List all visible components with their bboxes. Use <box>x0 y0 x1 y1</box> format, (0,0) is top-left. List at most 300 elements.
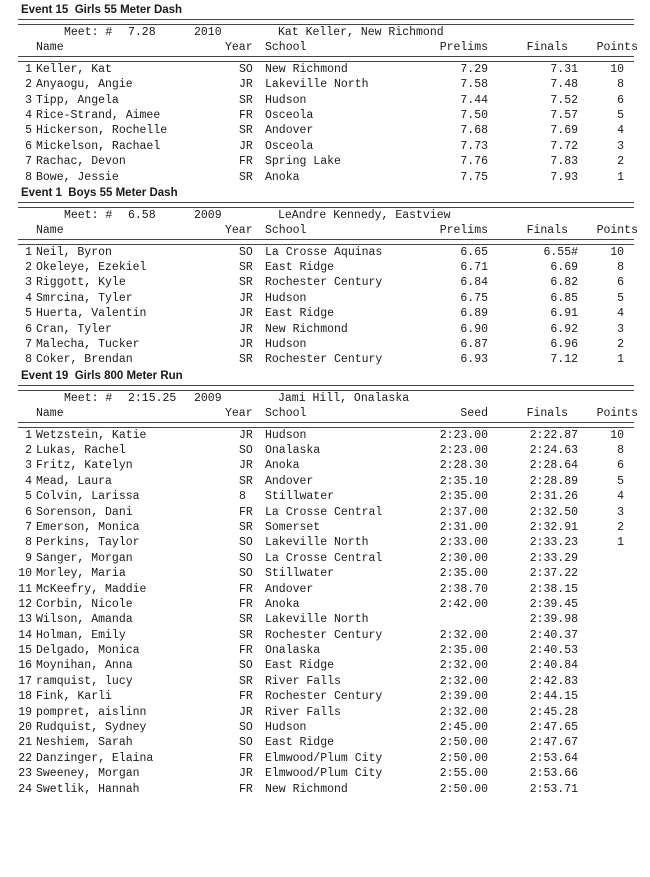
final-time: 2:32.50 <box>529 505 578 519</box>
athlete-name: Emerson, Monica <box>36 520 140 534</box>
points: 2 <box>617 155 624 169</box>
prelim-time: 6.65 <box>460 245 488 259</box>
prelim-time: 2:32.00 <box>439 705 488 719</box>
athlete-year: JR <box>239 767 253 781</box>
header-year: Year <box>225 407 253 421</box>
meet-record-line <box>18 25 638 40</box>
place: 7 <box>25 155 32 169</box>
final-time: 6.69 <box>550 261 578 275</box>
result-row <box>18 245 638 260</box>
final-time: 6.55# <box>543 245 578 259</box>
school-name: Andover <box>265 582 314 596</box>
final-time: 2:28.89 <box>529 474 578 488</box>
place: 4 <box>25 474 32 488</box>
school-name: Elmwood/Plum City <box>265 767 383 781</box>
school-name: Anoka <box>265 170 300 184</box>
school-name: Onalaska <box>265 644 321 658</box>
result-row <box>18 260 638 275</box>
school-name: Osceola <box>265 108 314 122</box>
athlete-name: Rudquist, Sydney <box>36 721 147 735</box>
prelim-time: 2:32.00 <box>439 674 488 688</box>
prelim-time: 2:42.00 <box>439 597 488 611</box>
athlete-year: JR <box>239 338 253 352</box>
points: 10 <box>610 245 624 259</box>
school-name: Andover <box>265 124 314 138</box>
result-row <box>18 337 638 352</box>
place: 8 <box>25 170 32 184</box>
athlete-year: SR <box>239 276 253 290</box>
prelim-time: 6.87 <box>460 338 488 352</box>
points: 3 <box>617 139 624 153</box>
athlete-year: FR <box>239 108 253 122</box>
result-row <box>18 705 638 720</box>
place: 5 <box>25 490 32 504</box>
prelim-time: 2:35.00 <box>439 490 488 504</box>
points: 1 <box>617 353 624 367</box>
result-row <box>18 735 638 750</box>
place: 23 <box>18 767 32 781</box>
result-row <box>18 474 638 489</box>
final-time: 2:47.65 <box>529 721 578 735</box>
result-row <box>18 628 638 643</box>
final-time: 2:53.71 <box>529 782 578 796</box>
prelim-time: 6.75 <box>460 291 488 305</box>
result-row <box>18 766 638 781</box>
prelim-time: 2:32.00 <box>439 659 488 673</box>
athlete-name: Perkins, Taylor <box>36 536 140 550</box>
athlete-year: JR <box>239 291 253 305</box>
meet-record-holder: Jami Hill, Onalaska <box>278 391 410 405</box>
place: 21 <box>18 736 32 750</box>
result-row <box>18 77 638 92</box>
header-prelims: Prelims <box>439 41 488 55</box>
prelim-time: 2:23.00 <box>439 443 488 457</box>
place: 8 <box>25 353 32 367</box>
place: 2 <box>25 443 32 457</box>
points: 4 <box>617 307 624 321</box>
result-row <box>18 751 638 766</box>
meet-record-mark: 7.28 <box>128 26 156 39</box>
school-name: East Ridge <box>265 659 335 673</box>
final-time: 6.92 <box>550 322 578 336</box>
final-time: 7.83 <box>550 155 578 169</box>
athlete-name: Fritz, Katelyn <box>36 459 133 473</box>
prelim-time: 6.90 <box>460 322 488 336</box>
athlete-year: SR <box>239 613 253 627</box>
prelim-time: 2:38.70 <box>439 582 488 596</box>
athlete-year: JR <box>239 705 253 719</box>
final-time: 2:39.98 <box>529 613 578 627</box>
athlete-name: Huerta, Valentin <box>36 307 147 321</box>
athlete-year: JR <box>239 78 253 92</box>
final-time: 7.31 <box>550 62 578 76</box>
school-name: New Richmond <box>265 322 348 336</box>
points: 5 <box>617 474 624 488</box>
school-name: River Falls <box>265 705 341 719</box>
meet-record-year: 2010 <box>194 26 222 39</box>
points: 10 <box>610 62 624 76</box>
event-section <box>18 368 650 797</box>
prelim-time: 2:28.30 <box>439 459 488 473</box>
prelim-time: 7.75 <box>460 170 488 184</box>
final-time: 2:39.45 <box>529 597 578 611</box>
place: 1 <box>25 428 32 442</box>
place: 2 <box>25 78 32 92</box>
athlete-name: Smrcina, Tyler <box>36 291 133 305</box>
place: 17 <box>18 674 32 688</box>
place: 3 <box>25 276 32 290</box>
prelim-time: 6.71 <box>460 261 488 275</box>
meet-record-line <box>18 391 638 406</box>
athlete-year: FR <box>239 505 253 519</box>
points: 8 <box>617 443 624 457</box>
athlete-year: SR <box>239 628 253 642</box>
meet-record-holder: LeAndre Kennedy, Eastview <box>278 208 451 222</box>
result-row <box>18 170 638 185</box>
result-row <box>18 139 638 154</box>
prelim-time: 7.58 <box>460 78 488 92</box>
place: 24 <box>18 782 32 796</box>
final-time: 2:53.66 <box>529 767 578 781</box>
athlete-name: Riggott, Kyle <box>36 276 126 290</box>
athlete-name: Okeleye, Ezekiel <box>36 261 147 275</box>
result-row <box>18 782 638 797</box>
athlete-name: Rice-Strand, Aimee <box>36 108 161 122</box>
result-row <box>18 489 638 504</box>
prelim-time: 2:39.00 <box>439 690 488 704</box>
place: 6 <box>25 505 32 519</box>
meet-record-line <box>18 208 638 223</box>
athlete-year: SO <box>239 551 253 565</box>
place: 19 <box>18 705 32 719</box>
athlete-name: Rachac, Devon <box>36 155 126 169</box>
athlete-year: SO <box>239 443 253 457</box>
athlete-year: SO <box>239 659 253 673</box>
result-row <box>18 306 638 321</box>
athlete-year: SR <box>239 261 253 275</box>
header-school: School <box>265 224 307 238</box>
final-time: 2:45.28 <box>529 705 578 719</box>
prelim-time: 2:55.00 <box>439 767 488 781</box>
athlete-year: FR <box>239 751 253 765</box>
meet-record-mark: 2:15.25 <box>128 391 177 405</box>
final-time: 6.82 <box>550 276 578 290</box>
prelim-time: 2:30.00 <box>439 551 488 565</box>
result-row <box>18 428 638 443</box>
header-school: School <box>265 407 307 421</box>
school-name: Osceola <box>265 139 314 153</box>
final-time: 7.12 <box>550 353 578 367</box>
athlete-year: SR <box>239 353 253 367</box>
place: 5 <box>25 124 32 138</box>
meet-record-label: Meet: # <box>64 26 113 39</box>
athlete-name: ramquist, lucy <box>36 674 133 688</box>
place: 5 <box>25 307 32 321</box>
athlete-year: SR <box>239 170 253 184</box>
header-prelims: Prelims <box>439 224 488 238</box>
result-row <box>18 458 638 473</box>
final-time: 2:33.23 <box>529 536 578 550</box>
athlete-name: Wetzstein, Katie <box>36 428 147 442</box>
place: 14 <box>18 628 32 642</box>
school-name: River Falls <box>265 674 341 688</box>
athlete-year: SR <box>239 520 253 534</box>
result-row <box>18 505 638 520</box>
points: 8 <box>617 78 624 92</box>
final-time: 2:53.64 <box>529 751 578 765</box>
points: 6 <box>617 93 624 107</box>
athlete-name: Corbin, Nicole <box>36 597 133 611</box>
place: 1 <box>25 62 32 76</box>
school-name: Rochester Century <box>265 628 383 642</box>
athlete-name: Moynihan, Anna <box>36 659 133 673</box>
athlete-year: SR <box>239 674 253 688</box>
athlete-year: SO <box>239 567 253 581</box>
prelim-time: 6.84 <box>460 276 488 290</box>
school-name: Spring Lake <box>265 155 341 169</box>
result-row <box>18 658 638 673</box>
points: 2 <box>617 338 624 352</box>
final-time: 2:40.53 <box>529 644 578 658</box>
header-finals: Finals <box>526 407 568 421</box>
column-header-row <box>18 40 638 55</box>
header-finals: Finals <box>526 41 568 55</box>
header-name: Name <box>36 224 64 238</box>
place: 7 <box>25 520 32 534</box>
place: 6 <box>25 139 32 153</box>
header-points: Points <box>596 407 638 421</box>
school-name: East Ridge <box>265 307 335 321</box>
points: 5 <box>617 291 624 305</box>
points: 3 <box>617 322 624 336</box>
final-time: 7.52 <box>550 93 578 107</box>
athlete-name: Mickelson, Rachael <box>36 139 161 153</box>
final-time: 2:44.15 <box>529 690 578 704</box>
place: 1 <box>25 245 32 259</box>
school-name: Somerset <box>265 520 321 534</box>
final-time: 7.57 <box>550 108 578 122</box>
final-time: 2:33.29 <box>529 551 578 565</box>
points: 6 <box>617 276 624 290</box>
school-name: Onalaska <box>265 443 321 457</box>
school-name: Hudson <box>265 428 307 442</box>
place: 8 <box>25 536 32 550</box>
athlete-year: JR <box>239 307 253 321</box>
header-year: Year <box>225 224 253 238</box>
athlete-name: Tipp, Angela <box>36 93 119 107</box>
place: 3 <box>25 93 32 107</box>
column-header-row <box>18 223 638 238</box>
school-name: New Richmond <box>265 62 348 76</box>
meet-record-year: 2009 <box>194 208 222 222</box>
final-time: 2:42.83 <box>529 674 578 688</box>
place: 13 <box>18 613 32 627</box>
school-name: Lakeville North <box>265 613 369 627</box>
athlete-name: pompret, aislinn <box>36 705 147 719</box>
header-name: Name <box>36 407 64 421</box>
place: 4 <box>25 291 32 305</box>
place: 22 <box>18 751 32 765</box>
prelim-time: 6.93 <box>460 353 488 367</box>
athlete-year: SO <box>239 721 253 735</box>
school-name: Hudson <box>265 338 307 352</box>
athlete-name: Malecha, Tucker <box>36 338 140 352</box>
header-year: Year <box>225 41 253 55</box>
athlete-name: Keller, Kat <box>36 62 112 76</box>
final-time: 2:38.15 <box>529 582 578 596</box>
points: 6 <box>617 459 624 473</box>
athlete-year: SO <box>239 245 253 259</box>
result-row <box>18 443 638 458</box>
athlete-name: Delgado, Monica <box>36 644 140 658</box>
result-row <box>18 689 638 704</box>
prelim-time: 2:33.00 <box>439 536 488 550</box>
points: 8 <box>617 261 624 275</box>
result-row <box>18 322 638 337</box>
prelim-time: 2:35.10 <box>439 474 488 488</box>
points: 1 <box>617 170 624 184</box>
result-row <box>18 154 638 169</box>
school-name: East Ridge <box>265 736 335 750</box>
result-row <box>18 674 638 689</box>
event-section <box>18 2 650 185</box>
meet-record-mark: 6.58 <box>128 208 156 222</box>
place: 12 <box>18 597 32 611</box>
prelim-time: 2:31.00 <box>439 520 488 534</box>
school-name: La Crosse Central <box>265 505 383 519</box>
school-name: Stillwater <box>265 567 335 581</box>
school-name: New Richmond <box>265 782 348 796</box>
final-time: 7.72 <box>550 139 578 153</box>
meet-record-label: Meet: # <box>64 208 113 222</box>
athlete-name: Sanger, Morgan <box>36 551 133 565</box>
school-name: Hudson <box>265 291 307 305</box>
athlete-name: Mead, Laura <box>36 474 112 488</box>
athlete-name: Neil, Byron <box>36 245 112 259</box>
prelim-time: 2:35.00 <box>439 644 488 658</box>
result-row <box>18 275 638 290</box>
school-name: Hudson <box>265 721 307 735</box>
prelim-time: 7.44 <box>460 93 488 107</box>
prelim-time: 2:50.00 <box>439 782 488 796</box>
athlete-year: SR <box>239 93 253 107</box>
header-name: Name <box>36 41 64 55</box>
school-name: Rochester Century <box>265 690 383 704</box>
result-row <box>18 93 638 108</box>
athlete-year: JR <box>239 322 253 336</box>
prelim-time: 7.29 <box>460 62 488 76</box>
result-row <box>18 535 638 550</box>
final-time: 2:40.84 <box>529 659 578 673</box>
meet-record-holder: Kat Keller, New Richmond <box>278 26 444 39</box>
place: 9 <box>25 551 32 565</box>
points: 4 <box>617 124 624 138</box>
athlete-year: FR <box>239 155 253 169</box>
prelim-time: 7.50 <box>460 108 488 122</box>
result-row <box>18 62 638 77</box>
school-name: Rochester Century <box>265 353 383 367</box>
result-row <box>18 582 638 597</box>
athlete-year: 8 <box>239 490 246 504</box>
athlete-year: SO <box>239 536 253 550</box>
column-header-row <box>18 406 638 421</box>
result-row <box>18 123 638 138</box>
points: 5 <box>617 108 624 122</box>
school-name: Anoka <box>265 597 300 611</box>
final-time: 2:28.64 <box>529 459 578 473</box>
prelim-time: 2:37.00 <box>439 505 488 519</box>
athlete-year: SO <box>239 736 253 750</box>
final-time: 2:47.67 <box>529 736 578 750</box>
final-time: 7.69 <box>550 124 578 138</box>
points: 4 <box>617 490 624 504</box>
meet-record-year: 2009 <box>194 391 222 405</box>
school-name: Andover <box>265 474 314 488</box>
athlete-year: JR <box>239 428 253 442</box>
place: 7 <box>25 338 32 352</box>
athlete-name: Sorenson, Dani <box>36 505 133 519</box>
result-row <box>18 720 638 735</box>
final-time: 2:37.22 <box>529 567 578 581</box>
header-prelims: Seed <box>460 407 488 421</box>
athlete-name: Hickerson, Rochelle <box>36 124 168 138</box>
athlete-name: Sweeney, Morgan <box>36 767 140 781</box>
athlete-name: Fink, Karli <box>36 690 112 704</box>
event-title: Event 19 Girls 800 Meter Run <box>21 369 183 382</box>
result-row <box>18 597 638 612</box>
athlete-name: Lukas, Rachel <box>36 443 126 457</box>
result-row <box>18 291 638 306</box>
athlete-year: JR <box>239 139 253 153</box>
athlete-name: Wilson, Amanda <box>36 613 133 627</box>
final-time: 2:32.91 <box>529 520 578 534</box>
result-row <box>18 643 638 658</box>
meet-record-label: Meet: # <box>64 391 113 405</box>
athlete-year: FR <box>239 644 253 658</box>
final-time: 2:22.87 <box>529 428 578 442</box>
place: 11 <box>18 582 32 596</box>
place: 10 <box>18 567 32 581</box>
place: 16 <box>18 659 32 673</box>
athlete-name: Colvin, Larissa <box>36 490 140 504</box>
event-title: Event 15 Girls 55 Meter Dash <box>21 4 183 16</box>
event-section <box>18 185 650 368</box>
place: 18 <box>18 690 32 704</box>
header-school: School <box>265 41 307 55</box>
place: 15 <box>18 644 32 658</box>
athlete-year: JR <box>239 459 253 473</box>
place: 20 <box>18 721 32 735</box>
result-row <box>18 352 638 367</box>
athlete-year: SR <box>239 474 253 488</box>
points: 2 <box>617 520 624 534</box>
header-finals: Finals <box>526 224 568 238</box>
school-name: Stillwater <box>265 490 335 504</box>
points: 10 <box>610 428 624 442</box>
athlete-year: FR <box>239 582 253 596</box>
school-name: La Crosse Aquinas <box>265 245 383 259</box>
final-time: 6.91 <box>550 307 578 321</box>
athlete-name: McKeefry, Maddie <box>36 582 147 596</box>
athlete-name: Neshiem, Sarah <box>36 736 133 750</box>
athlete-name: Danzinger, Elaina <box>36 751 154 765</box>
athlete-name: Cran, Tyler <box>36 322 112 336</box>
result-row <box>18 566 638 581</box>
school-name: Rochester Century <box>265 276 383 290</box>
result-row <box>18 108 638 123</box>
points: 3 <box>617 505 624 519</box>
prelim-time: 2:50.00 <box>439 751 488 765</box>
